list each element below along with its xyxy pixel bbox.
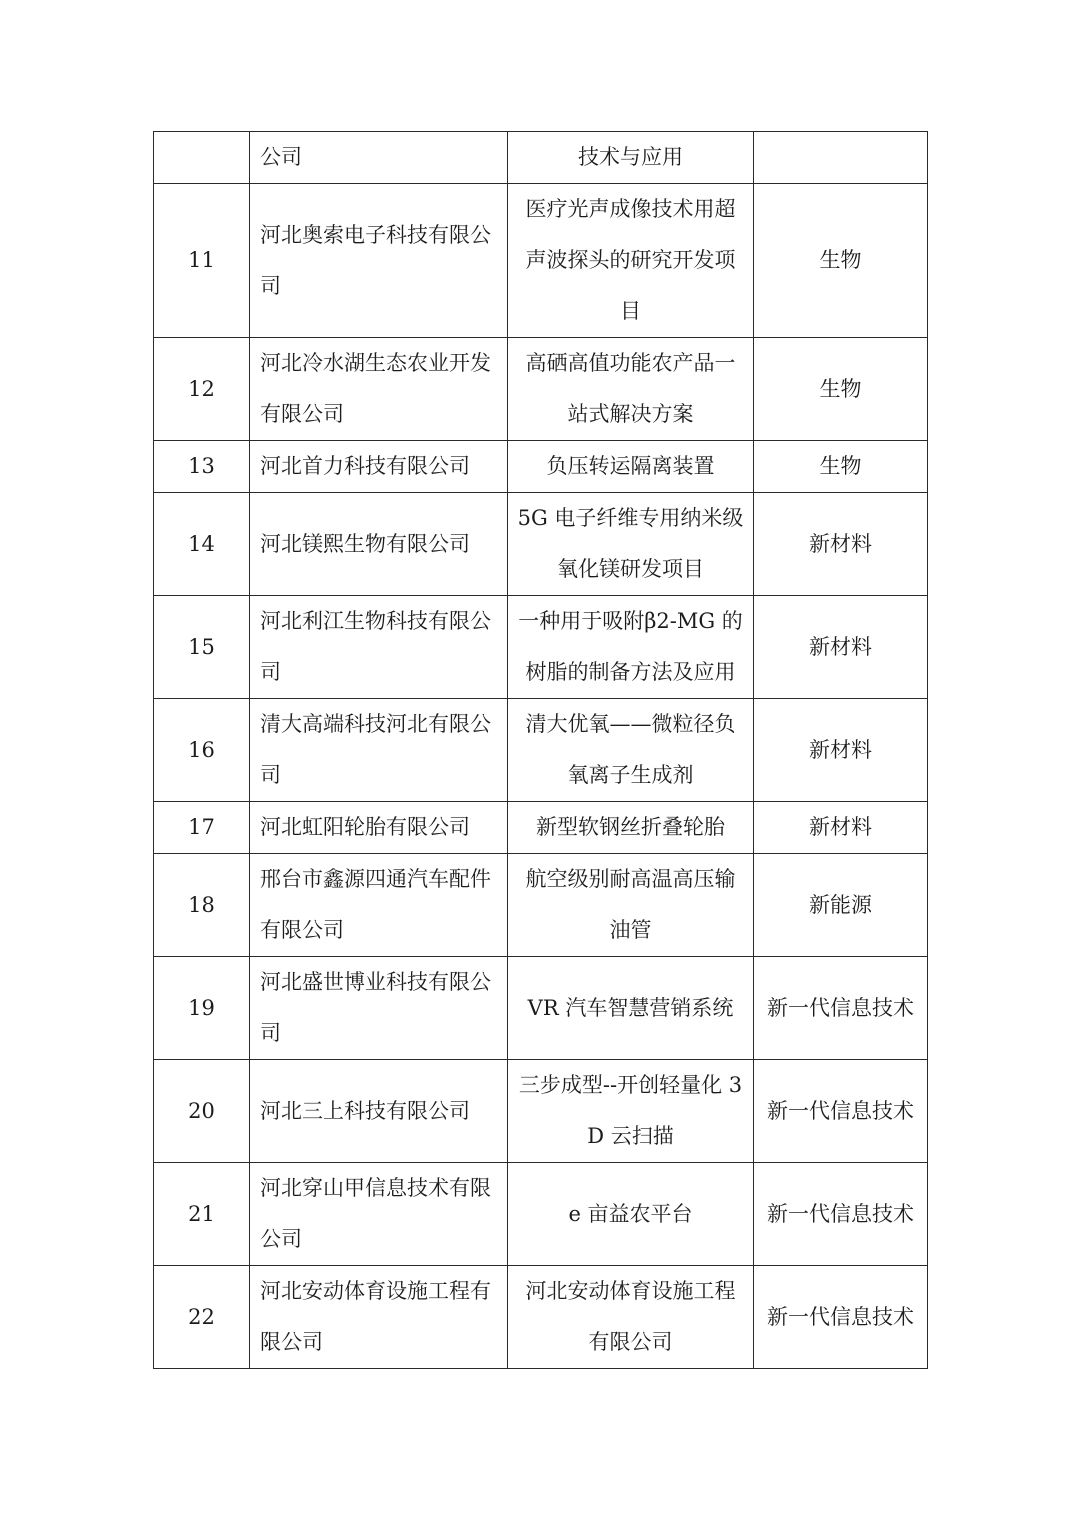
cell-category: 新材料 <box>754 493 928 596</box>
cell-company: 河北安动体育设施工程有限公司 <box>250 1266 508 1369</box>
cell-category: 新材料 <box>754 596 928 699</box>
cell-tech: e 亩益农平台 <box>508 1163 754 1266</box>
cell-company: 河北冷水湖生态农业开发有限公司 <box>250 338 508 441</box>
table-row <box>154 1266 928 1369</box>
table-row <box>154 1163 928 1266</box>
cell-no: 11 <box>154 184 250 338</box>
cell-category: 生物 <box>754 441 928 493</box>
cell-no: 17 <box>154 802 250 854</box>
cell-category: 新能源 <box>754 854 928 957</box>
cell-tech: 5G 电子纤维专用纳米级氧化镁研发项目 <box>508 493 754 596</box>
table-row <box>154 854 928 957</box>
cell-tech: 一种用于吸附β2-MG 的树脂的制备方法及应用 <box>508 596 754 699</box>
cell-company: 河北虹阳轮胎有限公司 <box>250 802 508 854</box>
cell-no: 12 <box>154 338 250 441</box>
cell-tech: 河北安动体育设施工程有限公司 <box>508 1266 754 1369</box>
cell-tech: 医疗光声成像技术用超声波探头的研究开发项目 <box>508 184 754 338</box>
cell-category: 新一代信息技术 <box>754 1266 928 1369</box>
table-row <box>154 493 928 596</box>
cell-company: 河北镁熙生物有限公司 <box>250 493 508 596</box>
table-row <box>154 957 928 1060</box>
cell-company: 河北奥索电子科技有限公司 <box>250 184 508 338</box>
cell-no: 19 <box>154 957 250 1060</box>
cell-no <box>154 132 250 184</box>
table-row <box>154 596 928 699</box>
cell-tech: 负压转运隔离装置 <box>508 441 754 493</box>
cell-category: 生物 <box>754 184 928 338</box>
cell-category: 新一代信息技术 <box>754 957 928 1060</box>
cell-category: 新一代信息技术 <box>754 1060 928 1163</box>
cell-no: 15 <box>154 596 250 699</box>
cell-no: 14 <box>154 493 250 596</box>
cell-no: 20 <box>154 1060 250 1163</box>
cell-tech: VR 汽车智慧营销系统 <box>508 957 754 1060</box>
cell-tech: 清大优氧——微粒径负氧离子生成剂 <box>508 699 754 802</box>
cell-company: 河北盛世博业科技有限公司 <box>250 957 508 1060</box>
cell-tech: 技术与应用 <box>508 132 754 184</box>
cell-company: 河北三上科技有限公司 <box>250 1060 508 1163</box>
table-row <box>154 184 928 338</box>
table-row <box>154 338 928 441</box>
cell-no: 21 <box>154 1163 250 1266</box>
cell-category: 新材料 <box>754 699 928 802</box>
cell-company: 邢台市鑫源四通汽车配件有限公司 <box>250 854 508 957</box>
cell-no: 16 <box>154 699 250 802</box>
project-table <box>153 131 928 1369</box>
cell-no: 22 <box>154 1266 250 1369</box>
cell-company: 河北首力科技有限公司 <box>250 441 508 493</box>
table-row <box>154 802 928 854</box>
cell-category: 新材料 <box>754 802 928 854</box>
table-row-header <box>154 132 928 184</box>
cell-company: 公司 <box>250 132 508 184</box>
table-row <box>154 441 928 493</box>
cell-company: 清大高端科技河北有限公司 <box>250 699 508 802</box>
cell-company: 河北利江生物科技有限公司 <box>250 596 508 699</box>
cell-tech: 高硒高值功能农产品一站式解决方案 <box>508 338 754 441</box>
cell-no: 18 <box>154 854 250 957</box>
cell-tech: 航空级别耐高温高压输油管 <box>508 854 754 957</box>
table-row <box>154 1060 928 1163</box>
cell-company: 河北穿山甲信息技术有限公司 <box>250 1163 508 1266</box>
cell-category: 生物 <box>754 338 928 441</box>
cell-tech: 三步成型--开创轻量化 3D 云扫描 <box>508 1060 754 1163</box>
cell-category <box>754 132 928 184</box>
cell-category: 新一代信息技术 <box>754 1163 928 1266</box>
table-row <box>154 699 928 802</box>
cell-no: 13 <box>154 441 250 493</box>
cell-tech: 新型软钢丝折叠轮胎 <box>508 802 754 854</box>
